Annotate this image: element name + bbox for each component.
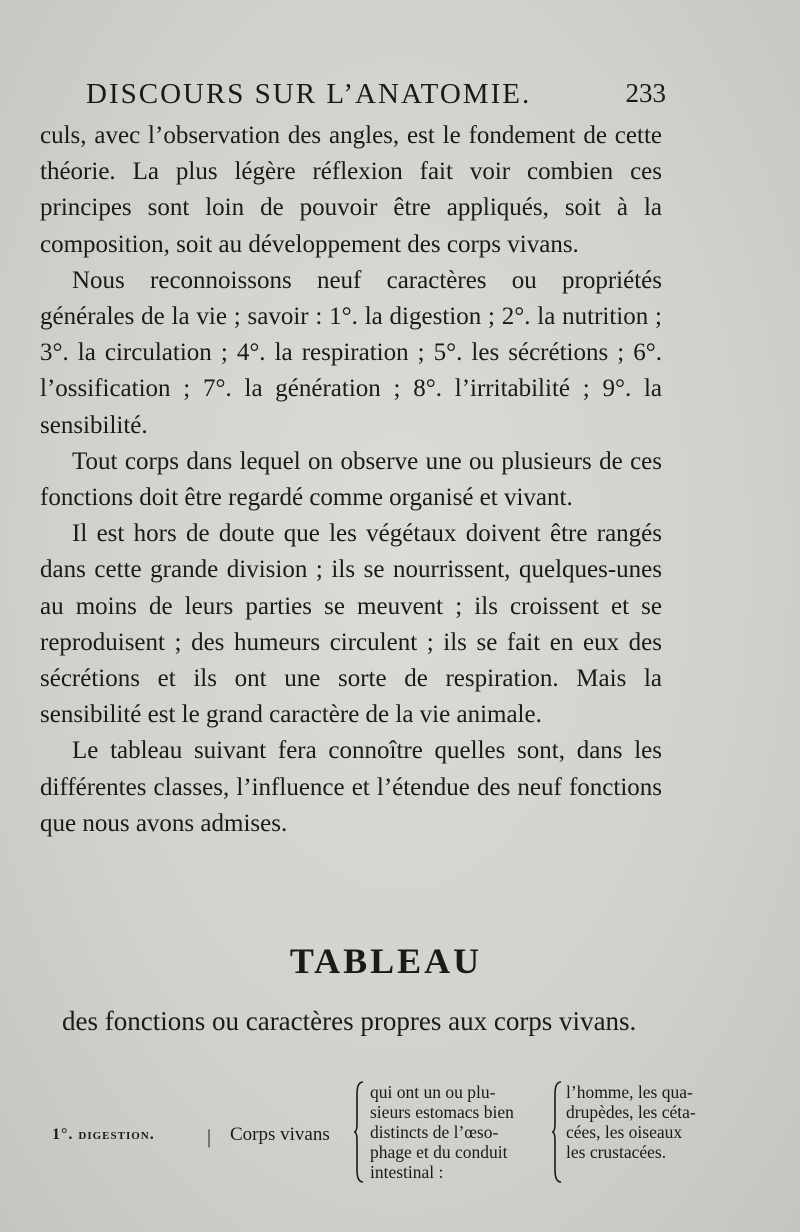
- right-brace-icon: [552, 1080, 562, 1184]
- example-line: cées, les oiseaux: [566, 1122, 683, 1142]
- condition-line: qui ont un ou plu-: [370, 1082, 496, 1102]
- example-line: les crustacées.: [566, 1142, 667, 1162]
- example-line: drupèdes, les céta-: [566, 1102, 696, 1122]
- body-text: [40, 118, 662, 842]
- example-column: [566, 1082, 766, 1162]
- separator-bar: |: [207, 1126, 212, 1148]
- function-label: 1°. digestion.: [52, 1126, 155, 1143]
- condition-line: distincts de l’œso-: [370, 1122, 499, 1142]
- subject-label: Corps vivans: [230, 1124, 330, 1145]
- running-head: DISCOURS SUR L’ANATOMIE.: [86, 78, 532, 110]
- paragraph: Le tableau suivant fera connoître quelles sont, dans les différentes classes, l’influence et l’étendue des neuf fonctions que nous avons admises.: [40, 737, 662, 837]
- table-row: [52, 1070, 772, 1190]
- paragraph: Nous reconnoissons neuf caractères ou propriétés générales de la vie ; savoir : 1°. la digestion ; 2°. la nutrition ; 3°. la circulation ; 4°. la respiration ; 5°. les sécrétions ; 6°. l’ossification ; 7°. la génération ; 8°. l’irritabilité ; 9°. la sensibilité.: [40, 266, 662, 439]
- condition-line: phage et du conduit: [370, 1142, 508, 1162]
- page-header: [86, 78, 666, 118]
- paragraph: Il est hors de doute que les végétaux doivent être rangés dans cette grande division ; ils se nourrissent, quelques-unes au moins de leurs parties se meuvent ; ils croissent et se reproduisent ; des humeurs circulent ; ils se fait en eux des sécrétions et ils ont une sorte de respiration. Mais la sensibilité est le grand caractère de la vie animale.: [40, 520, 662, 729]
- paragraph: culs, avec l’observation des angles, est le fondement de cette théorie. La plus légère réflexion fait voir combien ces principes sont loin de pouvoir être appliqués, soit à la composition, soit au développement des corps vivans.: [40, 122, 662, 258]
- page-number: 233: [625, 78, 666, 108]
- table-title: TABLEAU: [289, 941, 483, 981]
- paragraph: Tout corps dans lequel on observe une ou plusieurs de ces fonctions doit être regardé comme organisé et vivant.: [40, 447, 662, 512]
- condition-line: sieurs estomacs bien: [370, 1102, 514, 1122]
- condition-column: [370, 1082, 550, 1182]
- condition-line: intestinal :: [370, 1162, 444, 1182]
- table-subtitle: des fonctions ou caractères propres aux corps vivans.: [62, 1006, 637, 1036]
- example-line: l’homme, les qua-: [566, 1082, 693, 1102]
- left-brace-icon: [354, 1080, 364, 1184]
